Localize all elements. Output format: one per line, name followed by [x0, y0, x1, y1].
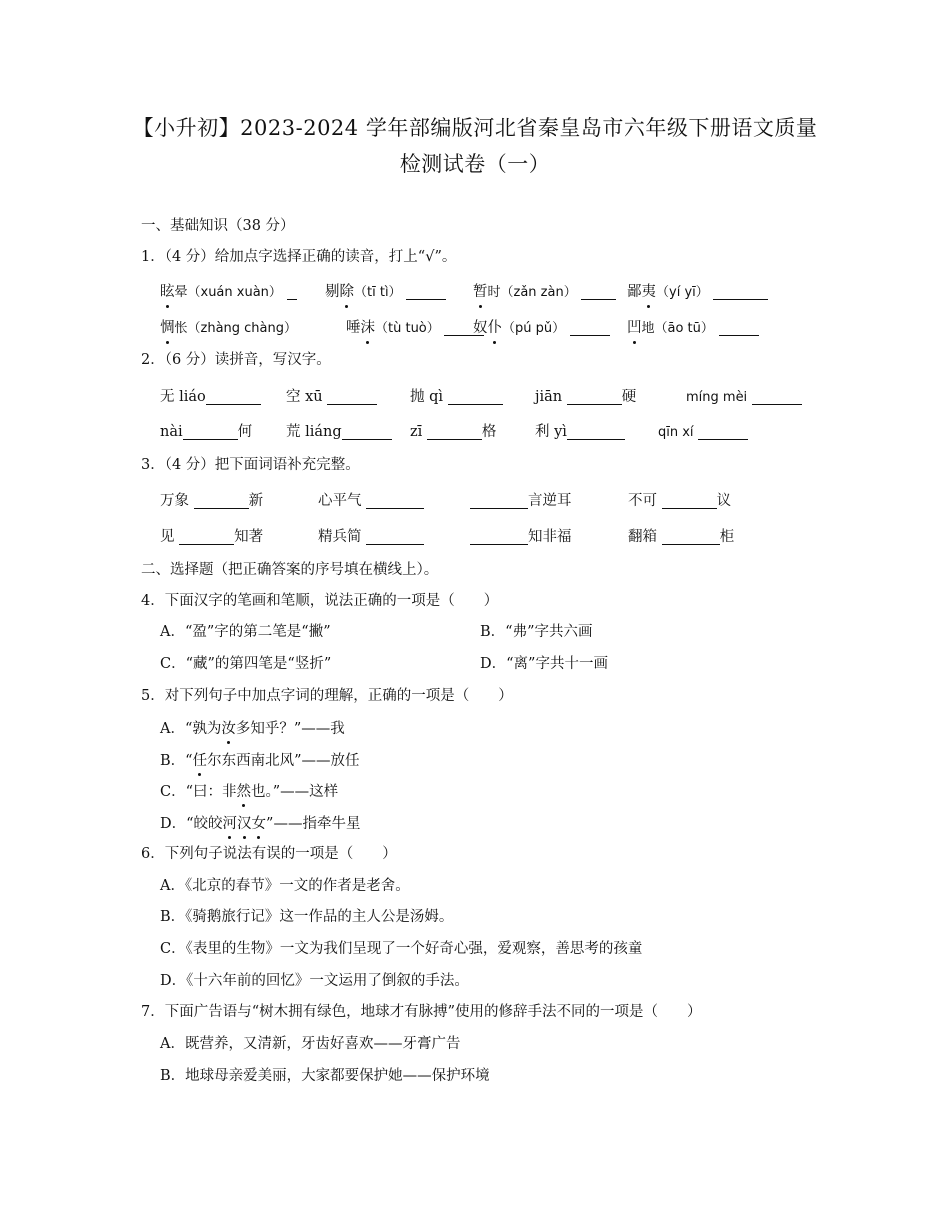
exam-page: 【小升初】2023-2024 学年部编版河北省秦皇岛市六年级下册语文质量 检测试卷（一） 一、基础知识（38 分） 1．（4 分）给加点字选择正确的读音，打上“√”。 眩晕（xuán xuàn） 剔除（tī tì） 暂时（zǎn zàn） 鄙夷（yí yī） 惆怅（zhàng chàng） 唾沫（tù tuò） 奴仆（pú pǔ） 凹地（āo tū） 2．（6 分）读拼音，写汉字。 无 liáo 空 xū 抛 qì jiān 硬 míng mèi nài 何 荒 liáng zī 格 利 yì qīn xí 3．（4 分）把下面词语补充完整。 万象 新 心平气 言逆耳 不可 议 见 知著 精兵简 知非福 翻箱 柜 二、选择题（把正确答案的序号填在横线上）。 4．下面汉字的笔画和笔顺，说法正确的一项是（ ） A．“盈”字的第二笔是“撇” B．“弗”字共六画 C．“藏”的第四笔是“竖折” D．“离”字共十一画 5．对下列句子中加点字词的理解，正确的一项是（ ） A．“孰为汝多知乎？”——我 B．“任尔东西南北风”——放任 C．“曰：非然也。”——这样 D．“皎皎河汉女”——指牵牛星 6．下列句子说法有误的一项是（ ） A．《北京的春节》一文的作者是老舍。 B．《骑鹅旅行记》这一作品的主人公是汤姆。 C．《表里的生物》一文为我们呈现了一个好奇心强，爱观察，善思考的孩童 D．《十六年前的回忆》一文运用了倒叙的手法。 7．下面广告语与“树木拥有绿色，地球才有脉搏”使用的修辞手法不同的一项是（ ） A．既营养，又清新，牙齿好喜欢——牙膏广告 B．地球母亲爱美丽，大家都要保护她——保护环境: [0, 0, 950, 1230]
exam-title: [100, 110, 850, 182]
q5-option-d[interactable]: D．“皎皎河汉女”——指牵牛星: [160, 816, 361, 832]
answer-blank[interactable]: [567, 423, 625, 440]
question-7: 7．下面广告语与“树木拥有绿色，地球才有脉搏”使用的修辞手法不同的一项是（ ）: [141, 1004, 702, 1020]
q4-option-c[interactable]: C．“藏”的第四笔是“竖折”: [160, 656, 332, 672]
title-line-1: 【小升初】2023-2024 学年部编版河北省秦皇岛市六年级下册语文质量: [132, 116, 818, 140]
question-6: 6．下列句子说法有误的一项是（ ）: [141, 846, 397, 862]
q1-item: 唾沫（tù tuò）: [346, 317, 484, 340]
q4-option-b[interactable]: B．“弗”字共六画: [480, 624, 593, 640]
answer-blank[interactable]: [570, 319, 610, 336]
section-1-heading: 一、基础知识（38 分）: [141, 218, 295, 234]
answer-blank[interactable]: [179, 528, 234, 545]
q5-option-b[interactable]: B．“任尔东西南北风”——放任: [160, 753, 360, 769]
answer-blank[interactable]: [206, 388, 261, 405]
answer-blank[interactable]: [662, 528, 720, 545]
answer-blank[interactable]: [194, 492, 249, 509]
q4-option-d[interactable]: D．“离”字共十一画: [480, 656, 608, 672]
answer-blank[interactable]: [183, 423, 238, 440]
answer-blank[interactable]: [327, 388, 377, 405]
question-1: 1．（4 分）给加点字选择正确的读音，打上“√”。: [141, 249, 457, 265]
q1-item: 眩晕（xuán xuàn）: [160, 281, 297, 304]
q1-item: 鄙夷（yí yī）: [627, 281, 768, 304]
answer-blank[interactable]: [752, 388, 802, 405]
answer-blank[interactable]: [366, 492, 424, 509]
answer-blank[interactable]: [342, 423, 392, 440]
q6-option-c[interactable]: C．《表里的生物》一文为我们呈现了一个好奇心强，爱观察，善思考的孩童: [160, 941, 643, 957]
q1-item: 凹地（āo tū）: [627, 317, 759, 340]
q4-option-a[interactable]: A．“盈”字的第二笔是“撇”: [160, 624, 331, 640]
section-2-heading: 二、选择题（把正确答案的序号填在横线上）。: [141, 562, 439, 578]
question-2: 2．（6 分）读拼音，写汉字。: [141, 352, 331, 368]
q6-option-b[interactable]: B．《骑鹅旅行记》这一作品的主人公是汤姆。: [160, 909, 454, 925]
answer-blank[interactable]: [713, 283, 768, 300]
answer-blank[interactable]: [698, 423, 748, 440]
answer-blank[interactable]: [366, 528, 424, 545]
question-5: 5．对下列句子中加点字词的理解，正确的一项是（ ）: [141, 688, 513, 704]
q5-option-c[interactable]: C．“曰：非然也。”——这样: [160, 784, 339, 800]
answer-blank[interactable]: [470, 528, 528, 545]
q6-option-d[interactable]: D．《十六年前的回忆》一文运用了倒叙的手法。: [160, 973, 469, 989]
q7-option-b[interactable]: B．地球母亲爱美丽，大家都要保护她——保护环境: [160, 1068, 490, 1084]
q1-item: 惆怅（zhàng chàng）: [160, 317, 297, 340]
answer-blank[interactable]: [470, 492, 528, 509]
q5-option-a[interactable]: A．“孰为汝多知乎？”——我: [160, 721, 345, 737]
answer-blank[interactable]: [719, 319, 759, 336]
q7-option-a[interactable]: A．既营养，又清新，牙齿好喜欢——牙膏广告: [160, 1036, 461, 1052]
q6-option-a[interactable]: A．《北京的春节》一文的作者是老舍。: [160, 878, 410, 894]
answer-blank[interactable]: [427, 423, 482, 440]
answer-blank[interactable]: [287, 283, 297, 300]
answer-blank[interactable]: [662, 492, 717, 509]
question-3: 3．（4 分）把下面词语补充完整。: [141, 457, 360, 473]
answer-blank[interactable]: [448, 388, 503, 405]
q1-item: 暂时（zǎn zàn）: [473, 281, 616, 304]
q1-item: 剔除（tī tì）: [325, 281, 446, 304]
q1-item: 奴仆（pú pǔ）: [473, 317, 610, 340]
question-4: 4．下面汉字的笔画和笔顺，说法正确的一项是（ ）: [141, 593, 499, 609]
answer-blank[interactable]: [581, 283, 616, 300]
answer-blank[interactable]: [567, 388, 622, 405]
answer-blank[interactable]: [406, 283, 446, 300]
title-line-2: 检测试卷（一）: [399, 152, 551, 176]
